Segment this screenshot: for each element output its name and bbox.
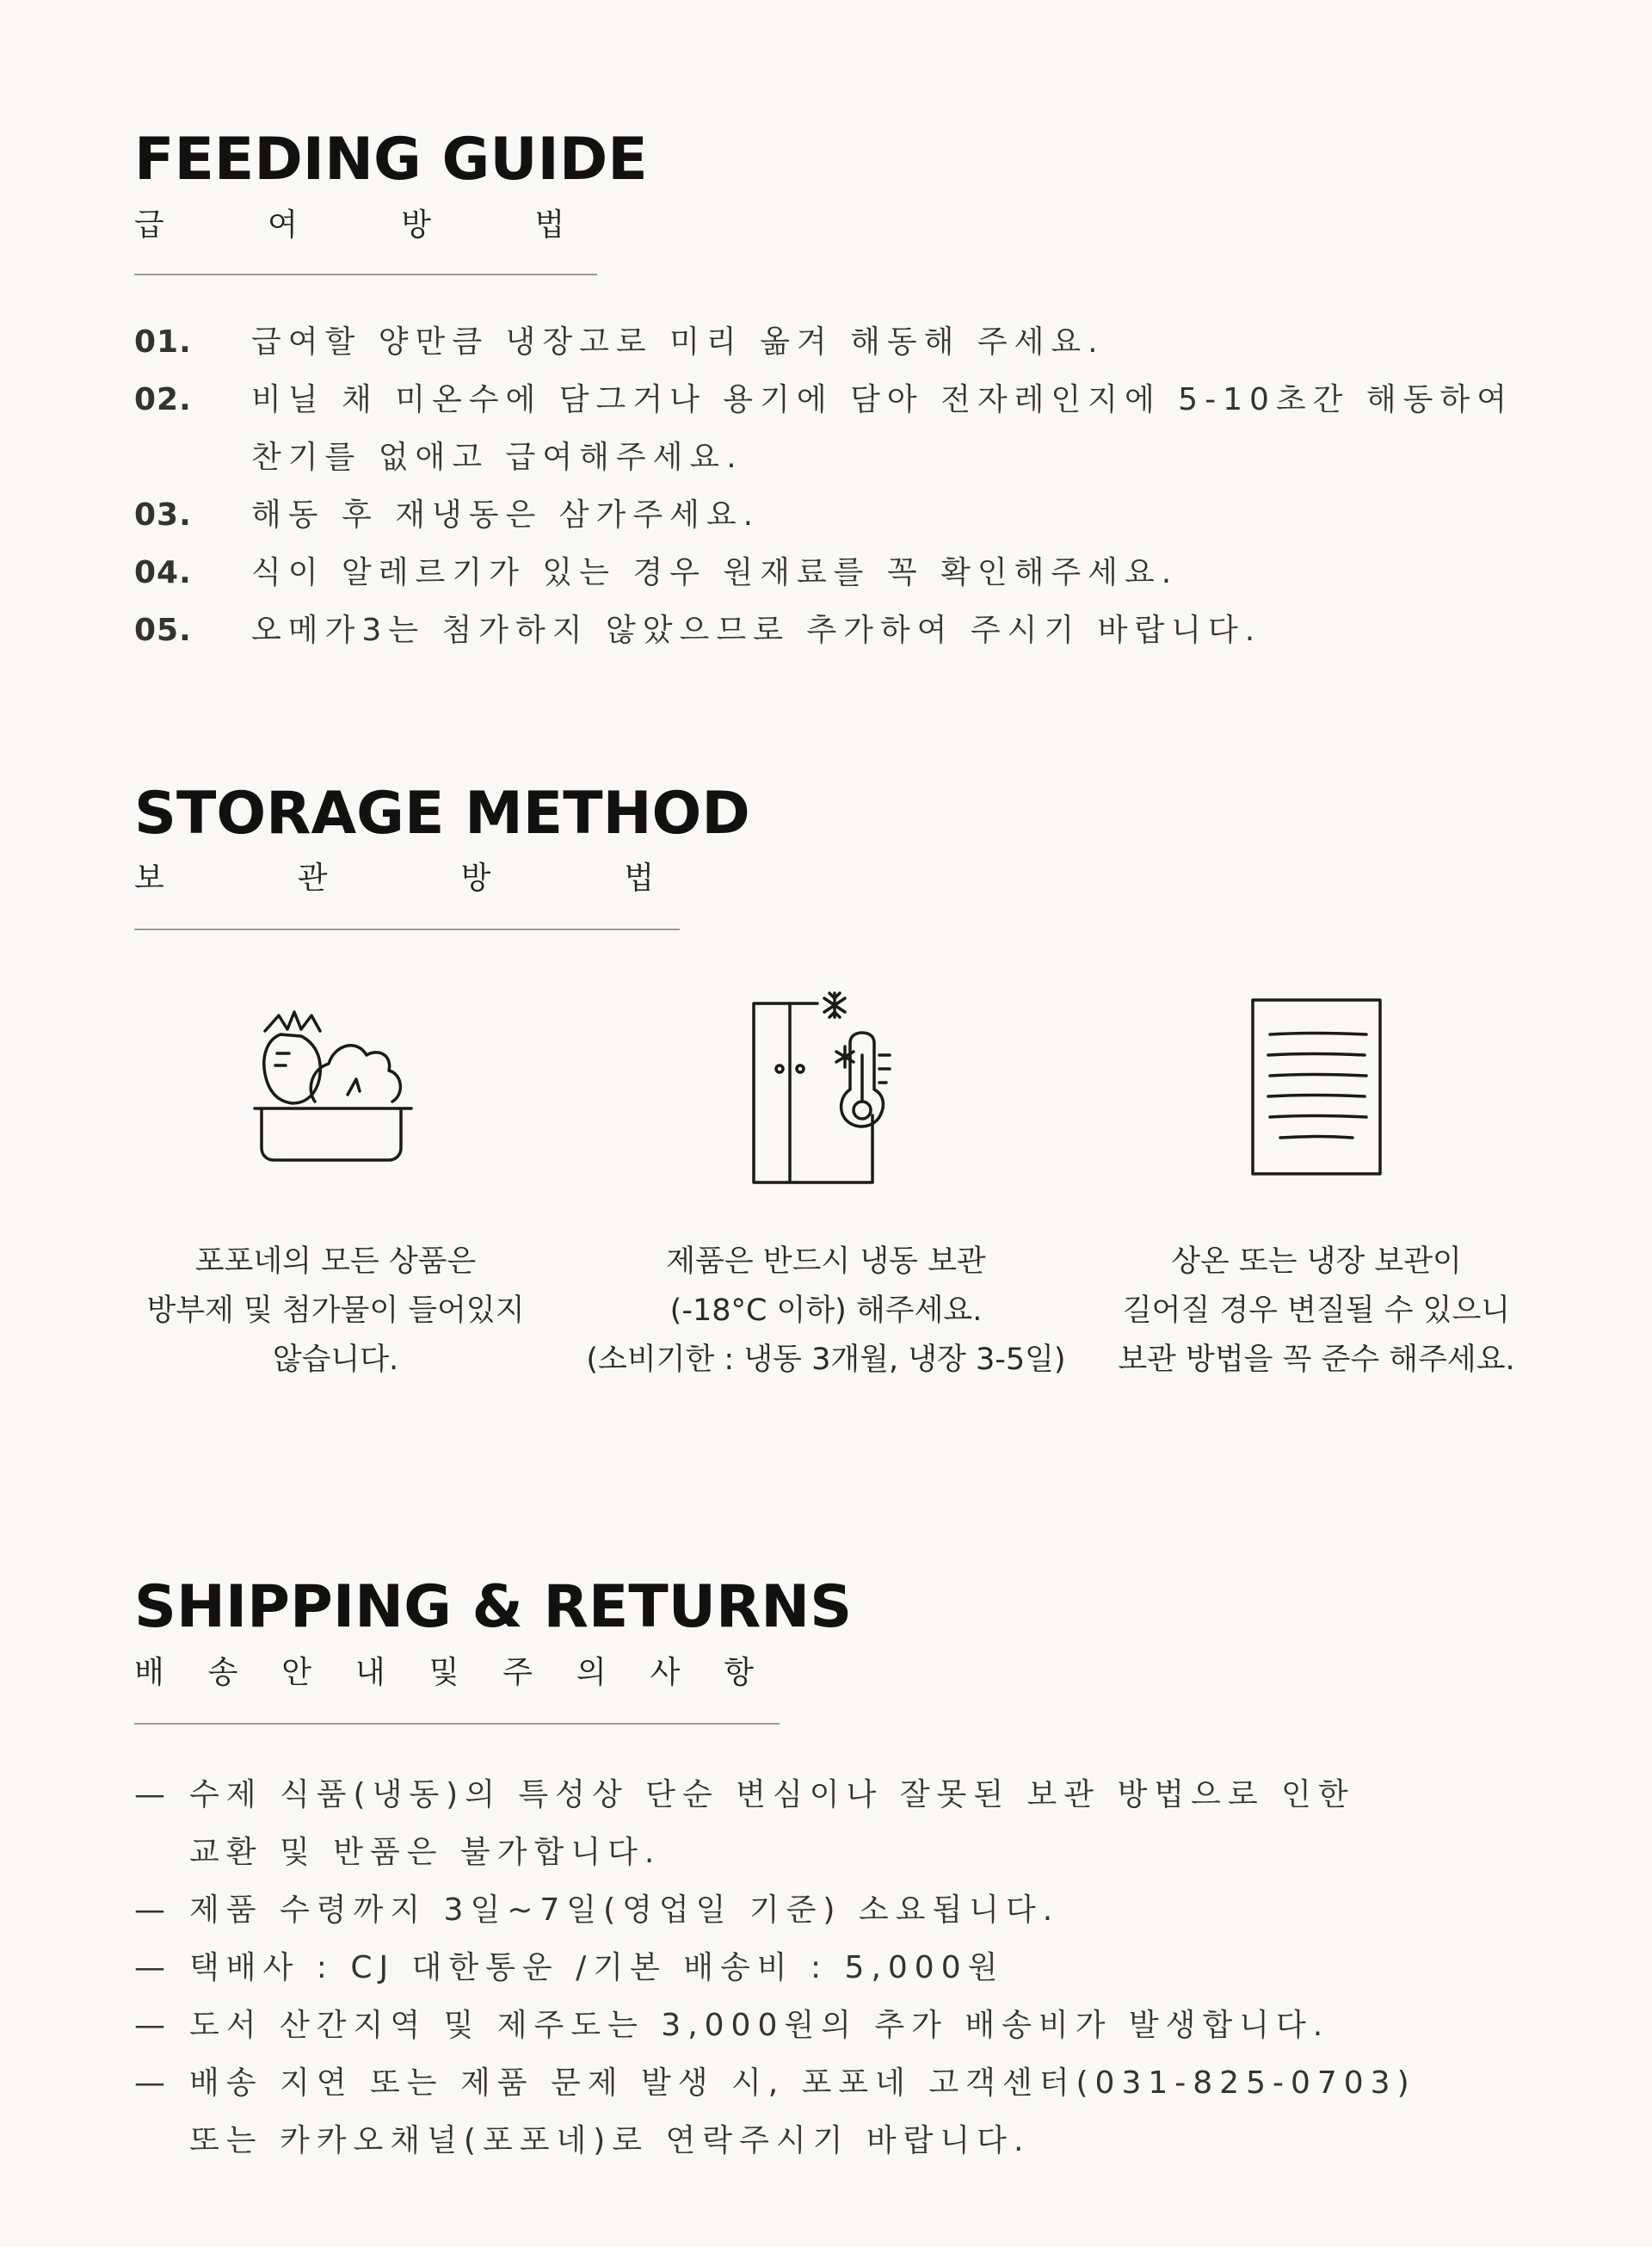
- item-number: 02.: [134, 382, 192, 417]
- subtitle-char: 송: [207, 1655, 238, 1690]
- subtitle-char: 배: [134, 1655, 164, 1690]
- subtitle-char: 급: [134, 207, 164, 243]
- item-text: 비닐 채 미온수에 담그거나 용기에 담아 전자레인지에 5-10초간 해동하여: [251, 382, 1513, 417]
- subtitle-char: 법: [624, 861, 654, 896]
- item-number: 03.: [134, 497, 192, 533]
- text-line: 제품은 반드시 냉동 보관: [666, 1244, 986, 1279]
- item-text: 수제 식품(냉동)의 특성상 단순 변심이나 잘못된 보관 방법으로 인한: [189, 1777, 1355, 1812]
- subtitle-char: 항: [724, 1655, 754, 1690]
- document-icon: [1246, 995, 1387, 1179]
- dash-bullet: —: [134, 2065, 165, 2101]
- subtitle-char: 법: [534, 207, 564, 243]
- shipping-returns-title: SHIPPING & RETURNS: [134, 1573, 853, 1641]
- feeding-guide-title: FEEDING GUIDE: [134, 126, 648, 194]
- item-text: 도서 산간지역 및 제주도는 3,000원의 추가 배송비가 발생합니다.: [189, 2008, 1330, 2043]
- subtitle-char: 여: [268, 207, 298, 243]
- item-text: 찬기를 없애고 급여해주세요.: [251, 440, 743, 475]
- subtitle-char: 사: [650, 1655, 681, 1690]
- subtitle-char: 안: [281, 1655, 312, 1690]
- storage-method-subtitle: [134, 863, 654, 894]
- item-text: 택배사 : CJ 대한통운 /기본 배송비 : 5,000원: [189, 1950, 1005, 1985]
- storage-divider: [134, 929, 680, 930]
- item-text: 급여할 양만큼 냉장고로 미리 옮겨 해동해 주세요.: [251, 324, 1105, 360]
- subtitle-char: 방: [401, 207, 431, 243]
- text-line: 길어질 경우 변질될 수 있으니: [1122, 1293, 1511, 1328]
- feeding-guide-subtitle: [134, 207, 564, 243]
- item-text: 또는 카카오채널(포포네)로 연락주시기 바랍니다.: [189, 2123, 1031, 2158]
- text-line: (-18°C 이하) 해주세요.: [669, 1293, 983, 1328]
- text-line: 방부제 및 첨가물이 들어있지: [146, 1293, 525, 1328]
- subtitle-char: 주: [502, 1655, 533, 1690]
- text-line: (소비기한 : 냉동 3개월, 냉장 3-5일): [586, 1343, 1066, 1377]
- dash-bullet: —: [134, 1950, 165, 1985]
- shipping-divider: [134, 1723, 780, 1725]
- subtitle-char: 보: [134, 861, 164, 896]
- item-number: 05.: [134, 613, 192, 648]
- storage-note-freezer: [559, 1238, 1093, 1385]
- dash-bullet: —: [134, 1777, 165, 1812]
- subtitle-char: 방: [460, 861, 491, 896]
- subtitle-char: 관: [297, 861, 328, 896]
- subtitle-char: 및: [428, 1655, 459, 1690]
- item-text: 식이 알레르기가 있는 경우 원재료를 꼭 확인해주세요.: [251, 555, 1179, 590]
- shipping-returns-subtitle: [134, 1657, 754, 1688]
- item-text: 제품 수령까지 3일~7일(영업일 기준) 소요됩니다.: [189, 1892, 1060, 1928]
- freezer-thermometer-icon: [749, 986, 903, 1189]
- item-number: 04.: [134, 555, 192, 590]
- subtitle-char: 내: [354, 1655, 385, 1690]
- dash-bullet: —: [134, 1892, 165, 1928]
- item-text: 배송 지연 또는 제품 문제 발생 시, 포포네 고객센터(031-825-0703): [189, 2065, 1416, 2101]
- storage-note-method: [1050, 1238, 1583, 1385]
- feeding-divider: [134, 274, 597, 275]
- storage-method-title: STORAGE METHOD: [134, 780, 750, 848]
- text-line: 않습니다.: [272, 1343, 399, 1377]
- item-text: 오메가3는 첨가하지 않았으므로 추가하여 주시기 바랍니다.: [251, 613, 1262, 648]
- text-line: 보관 방법을 꼭 준수 해주세요.: [1118, 1343, 1515, 1377]
- item-text: 교환 및 반품은 불가합니다.: [189, 1835, 662, 1870]
- text-line: 상온 또는 냉장 보관이: [1171, 1244, 1462, 1279]
- dash-bullet: —: [134, 2008, 165, 2043]
- item-number: 01.: [134, 324, 192, 360]
- text-line: 포포네의 모든 상품은: [194, 1244, 477, 1279]
- item-text: 해동 후 재냉동은 삼가주세요.: [251, 497, 761, 533]
- vegetable-basket-icon: [251, 1005, 415, 1169]
- storage-note-no-preservatives: [69, 1238, 602, 1385]
- subtitle-char: 의: [576, 1655, 607, 1690]
